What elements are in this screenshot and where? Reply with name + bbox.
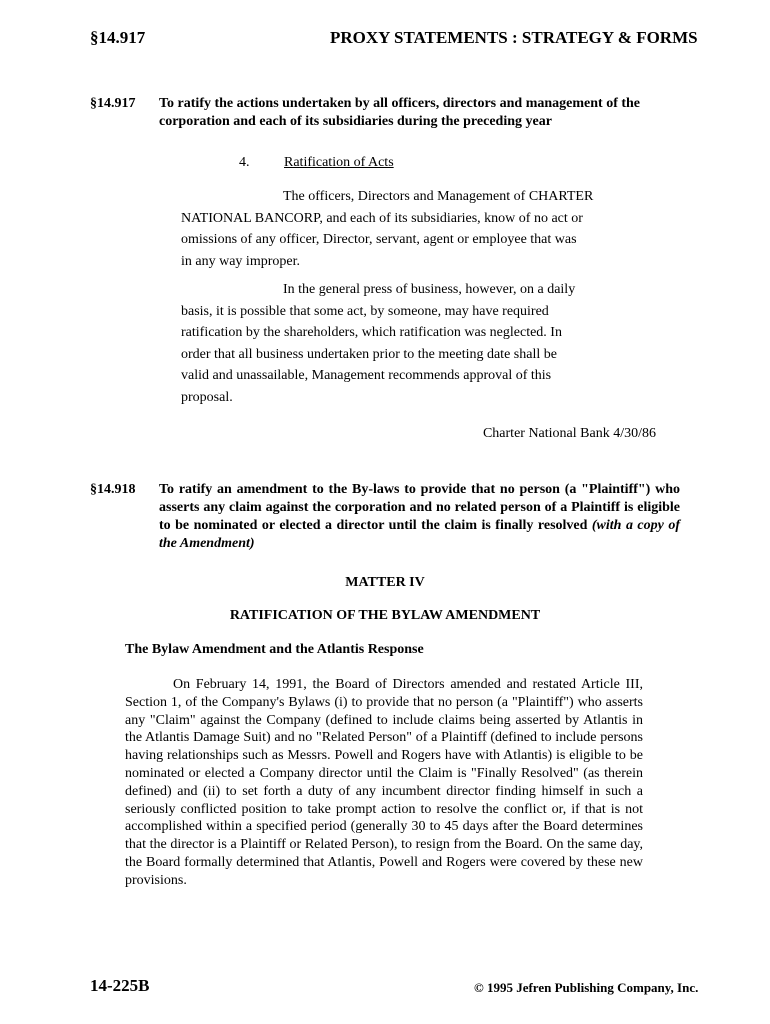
matter-heading: MATTER IV bbox=[345, 575, 425, 590]
section-number: §14.917 bbox=[90, 96, 136, 111]
text-line: ratification by the shareholders, which ratification was neglected. In bbox=[181, 325, 562, 341]
text-line: valid and unassailable, Management recommends approval of this bbox=[181, 368, 552, 384]
ratification-heading: RATIFICATION OF THE BYLAW AMENDMENT bbox=[229, 608, 541, 623]
copyright-notice: © 1995 Jefren Publishing Company, Inc. bbox=[474, 980, 699, 995]
bylaw-amendment-paragraph bbox=[125, 676, 643, 890]
running-header-title: PROXY STATEMENTS : STRATEGY & FORMS bbox=[330, 28, 698, 47]
text-line: In the general press of business, however, on a daily bbox=[283, 282, 576, 297]
page-number: 14-225B bbox=[90, 976, 150, 995]
text-line: NATIONAL BANCORP, and each of its subsidiaries, know of no act or bbox=[181, 210, 583, 226]
section-title: To ratify the actions undertaken by all officers, directors and management of the corporation and each of its subsidiaries during the preceding year bbox=[159, 96, 641, 129]
text-line: omissions of any officer, Director, servant, agent or employee that was bbox=[181, 232, 577, 248]
ratification-paragraph-1 bbox=[181, 186, 641, 272]
text-line: order that all business undertaken prior to the meeting date shall be bbox=[181, 346, 557, 362]
subheading: The Bylaw Amendment and the Atlantis Response bbox=[125, 642, 424, 657]
source-attribution: Charter National Bank 4/30/86 bbox=[482, 426, 656, 441]
text-line: proposal. bbox=[181, 389, 233, 405]
paragraph-text: On February 14, 1991, the Board of Directors amended and restated Article III, Section 1, of the Company's Bylaws (i) to provide that no person (a "Plaintiff") who asserts any "Claim" against the Company (defined to include claims being asserted by Atlantis in the Atlantis Damage Suit) and no "Related Person" of a Plaintiff (defined to include persons having relationships such as Messrs. Powell and Rogers have with Atlantis) is eligible to be nominated or elected a Company director until the Claim is "Finally Resolved" (as therein defined) and (ii) to set forth a duty of any incumbent director finding himself in such a seriously conflicted position to take prompt action to resolve the conflict or, if that is not accomplished within a specified period (generally 30 to 45 days after the Board determines that the director is a Plaintiff or Related Person), to resign from the Board. On the same day, the Board formally determined that Atlantis, Powell and Rogers were covered by these new provisions. bbox=[125, 677, 643, 888]
item-number: 4. bbox=[239, 155, 250, 170]
section-title-text: To ratify an amendment to the By-laws to provide that no person (a "Plaintiff") who asserts any claim against the corporation and no related person of a Plaintiff is eligible to be nominated or elected a director until the claim is finally resolved bbox=[159, 482, 680, 533]
section-number: §14.918 bbox=[90, 482, 136, 497]
text-line: in any way improper. bbox=[181, 253, 300, 269]
text-line: The officers, Directors and Management of CHARTER bbox=[283, 189, 594, 204]
ratification-paragraph-2 bbox=[181, 279, 641, 409]
section-title bbox=[159, 481, 680, 553]
running-header-section: §14.917 bbox=[90, 28, 146, 47]
item-title: Ratification of Acts bbox=[284, 155, 394, 170]
section-title-note: (with a copy of the Amendment) bbox=[159, 518, 680, 551]
text-line: basis, it is possible that some act, by someone, may have required bbox=[181, 303, 549, 319]
